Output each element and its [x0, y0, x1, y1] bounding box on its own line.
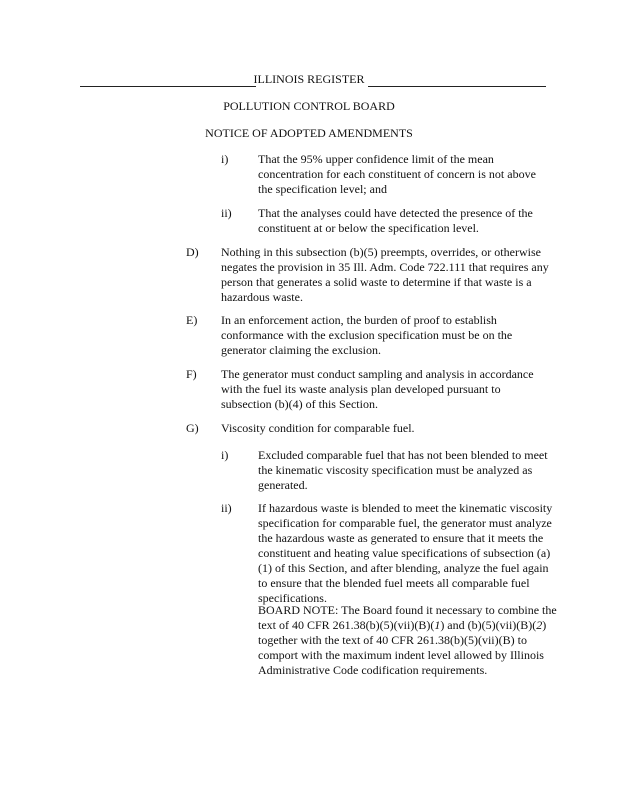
- item-ii-label: ii): [221, 206, 232, 220]
- board-note-part-1: BOARD NOTE: The Board found it necessary to combine the text of 40 CFR 261.38(b)(5)(vii)(B)(: [258, 603, 557, 632]
- board-note-num-2: 2: [536, 618, 543, 632]
- board-note-part-3: ) together with the text of 40 CFR 261.38(b)(5)(vii)(B) to comport with the maximum indent level allowed by Illinois Administrative Code codification requirements.: [258, 618, 547, 677]
- item-ii-text: That the analyses could have detected the presence of the constituent at or below the specification level.: [258, 206, 533, 235]
- item-d-label: D): [186, 245, 199, 259]
- item-e-text: In an enforcement action, the burden of proof to establish conformance with the exclusion specification must be on the generator claiming the exclusion.: [221, 313, 513, 357]
- item-f-text: The generator must conduct sampling and analysis in accordance with the fuel its waste analysis plan developed pursuant to subsection (b)(4) of this Section.: [221, 367, 534, 411]
- item-i-text: That the 95% upper confidence limit of the mean concentration for each constituent of concern is not above the specification level; and: [258, 152, 536, 196]
- item-g-i-label: i): [221, 448, 229, 462]
- notice-title: NOTICE OF ADOPTED AMENDMENTS: [205, 126, 413, 140]
- item-g-label: G): [186, 421, 199, 435]
- header-rule-right: [368, 86, 546, 87]
- board-note-num-1: 1: [434, 618, 441, 632]
- item-e-label: E): [186, 313, 198, 327]
- item-d-text: Nothing in this subsection (b)(5) preempts, overrides, or otherwise negates the provision in 35 Ill. Adm. Code 722.111 that requires any person that generates a solid waste to determine if that waste is a hazardous waste.: [221, 245, 549, 304]
- item-i-label: i): [221, 152, 229, 166]
- register-title: ILLINOIS REGISTER: [253, 72, 365, 86]
- item-g-text: Viscosity condition for comparable fuel.: [221, 421, 415, 435]
- item-f-label: F): [186, 367, 197, 381]
- item-g-ii-text: If hazardous waste is blended to meet the kinematic viscosity specification for comparable fuel, the generator must analyze the hazardous waste as generated to ensure that it meets the constituent and heating value specifications of subsection (a)(1) of this Section, and after blending, analyze the fuel again to ensure that the blended fuel meets all comparable fuel specifications.: [258, 501, 553, 605]
- header-rule-left: [80, 86, 256, 87]
- board-note-part-2: ) and (b)(5)(vii)(B)(: [440, 618, 537, 632]
- board-note: [258, 603, 558, 678]
- item-g-ii-label: ii): [221, 501, 232, 515]
- board-title: POLLUTION CONTROL BOARD: [223, 99, 395, 113]
- item-g-i-text: Excluded comparable fuel that has not been blended to meet the kinematic viscosity specification must be analyzed as generated.: [258, 448, 548, 492]
